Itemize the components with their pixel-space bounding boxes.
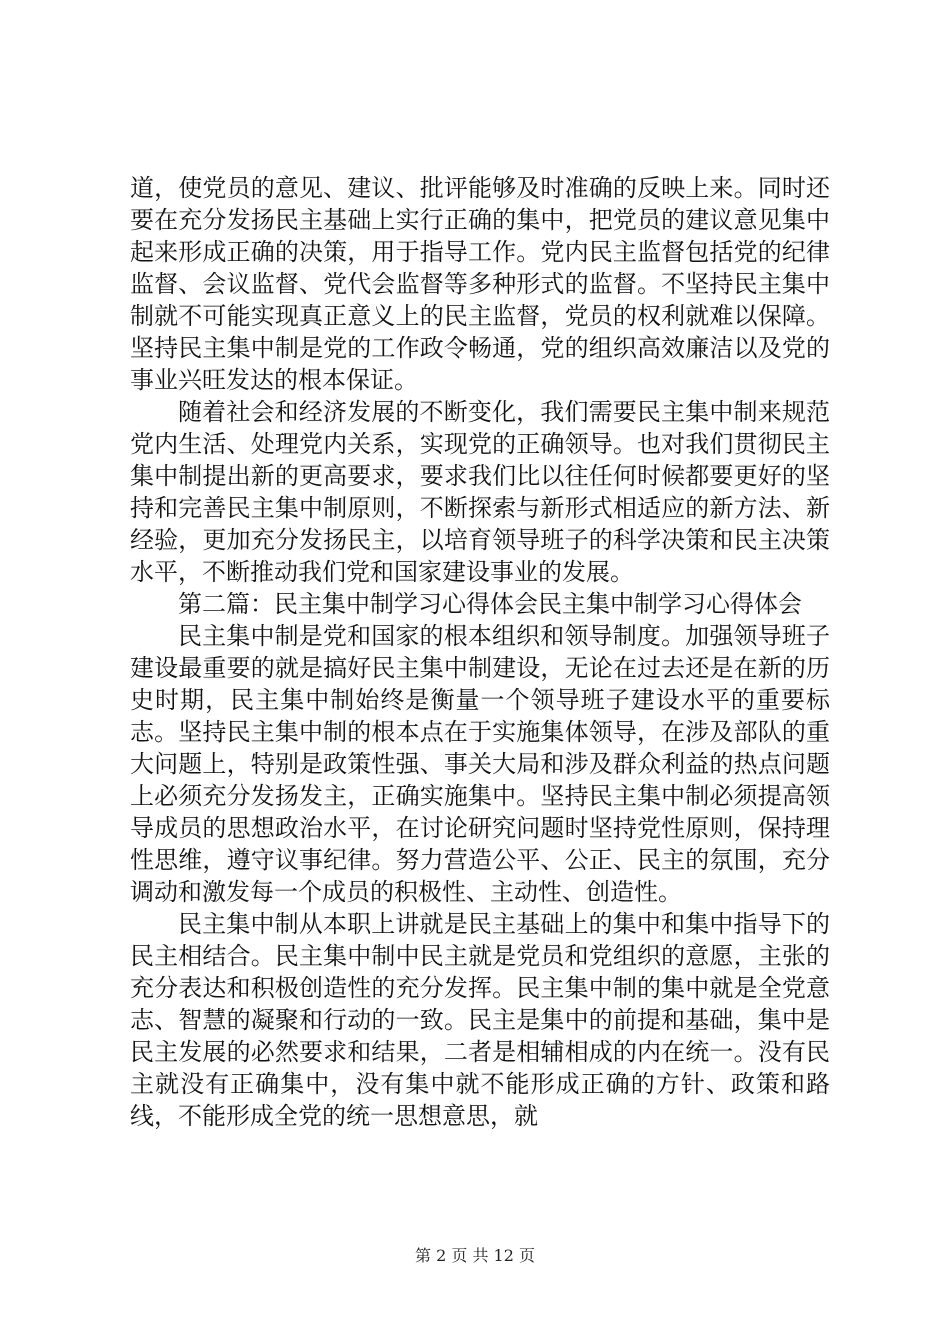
paragraph-3: 民主集中制是党和国家的根本组织和领导制度。加强领导班子建设最重要的就是搞好民主集中制建设，无论在过去还是在新的历史时期，民主集中制始终是衡量一个领导班子建设水平的重要标志。坚持民主集中制的根本点在于实施集体领导，在涉及部队的重大问题上，特别是政策性强、事关大局和涉及群众利益的热点问题上必须充分发扬发主，正确实施集中。坚持民主集中制必须提高领导成员的思想政治水平，在讨论研究问题时坚持党性原则，保持理性思维，遵守议事纪律。努力营造公平、公正、民主的氛围，充分调动和激发每一个成员的积极性、主动性、创造性。 bbox=[130, 622, 830, 906]
document-body bbox=[130, 172, 830, 1132]
section-heading: 第二篇：民主集中制学习心得体会民主集中制学习心得体会 bbox=[178, 590, 802, 618]
paragraph-4: 民主集中制从本职上讲就是民主基础上的集中和集中指导下的民主相结合。民主集中制中民主就是党员和党组织的意愿，主张的充分表达和积极创造性的充分发挥。民主集中制的集中就是全党意志、智慧的凝聚和行动的一致。民主是集中的前提和基础，集中是民主发展的必然要求和结果，二者是相辅相成的内在统一。没有民主就没有正确集中，没有集中就不能形成正确的方针、政策和路线，不能形成全党的统一思想意思，就 bbox=[130, 910, 830, 1130]
page-footer: 第 2 页 共 12 页 bbox=[415, 1246, 535, 1265]
paragraph-2: 随着社会和经济发展的不断变化，我们需要民主集中制来规范党内生活、处理党内关系，实现党的正确领导。也对我们贯彻民主集中制提出新的更高要求，要求我们比以往任何时候都要更好的坚持和完善民主集中制原则，不断探索与新形式相适应的新方法、新经验，更加充分发扬民主，以培育领导班子的科学决策和民主决策水平，不断推动我们党和国家建设事业的发展。 bbox=[130, 398, 830, 586]
paragraph-1: 道，使党员的意见、建议、批评能够及时准确的反映上来。同时还要在充分发扬民主基础上实行正确的集中，把党员的建议意见集中起来形成正确的决策，用于指导工作。党内民主监督包括党的纪律监督、会议监督、党代会监督等多种形式的监督。不坚持民主集中制就不可能实现真正意义上的民主监督，党员的权利就难以保障。坚持民主集中制是党的工作政令畅通，党的组织高效廉洁以及党的事业兴旺发达的根本保证。 bbox=[130, 174, 830, 394]
